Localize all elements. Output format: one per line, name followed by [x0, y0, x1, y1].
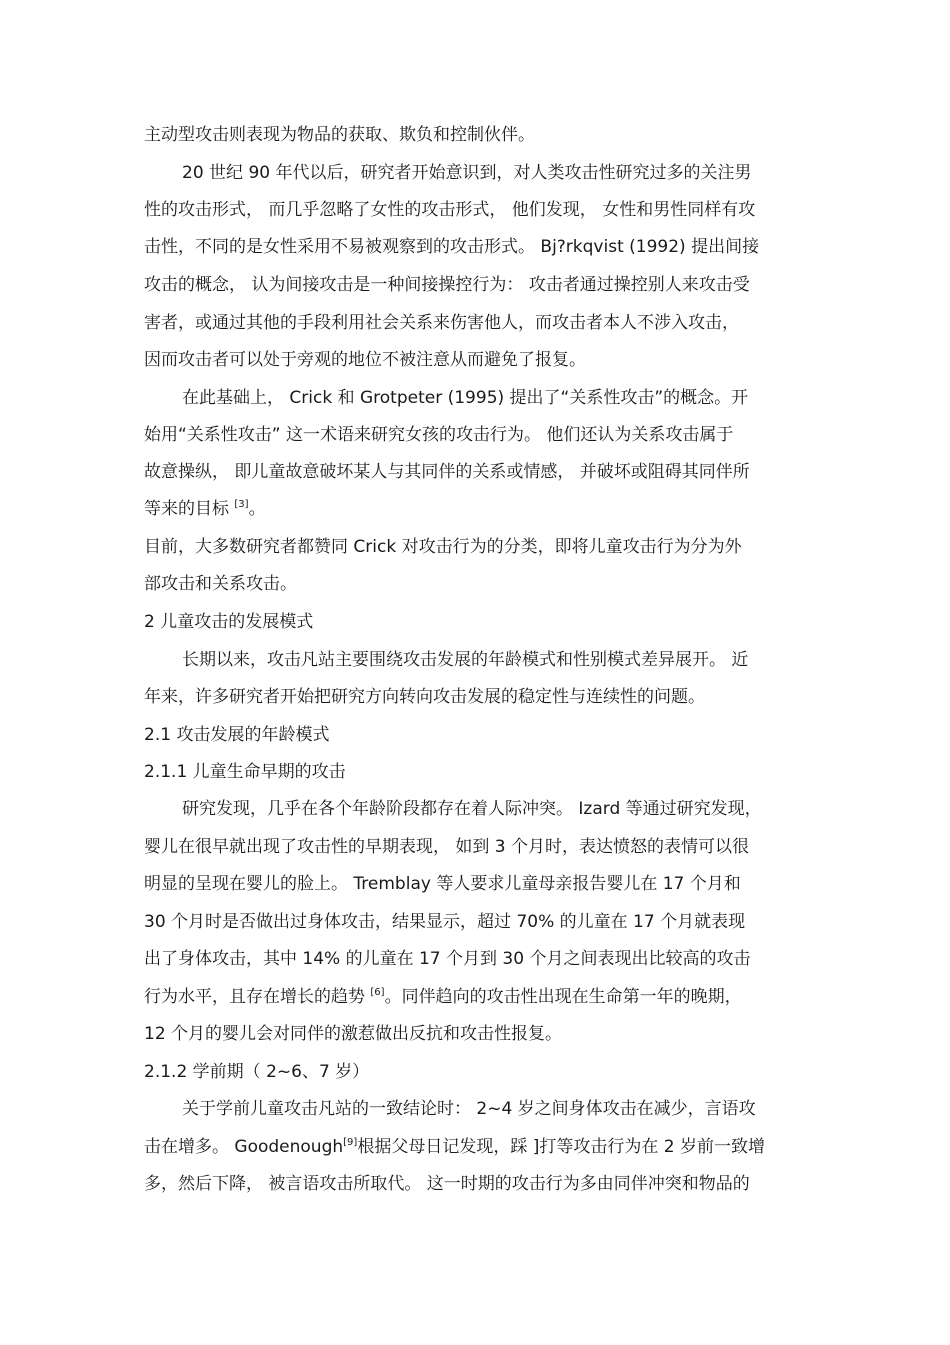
- paragraph-line: 20 世纪 90 年代以后，研究者开始意识到，对人类攻击性研究过多的关注男: [182, 163, 752, 183]
- paragraph-line: 12 个月的婴儿会对同伴的激惹做出反抗和攻击性报复。: [144, 1024, 563, 1044]
- paragraph-line: 击性，不同的是女性采用不易被观察到的攻击形式。 Bj?rkqvist (1992) 提出间接: [144, 237, 760, 257]
- line-text: 行为水平，且存在增长的趋势: [144, 987, 371, 1007]
- paragraph-line: [144, 987, 742, 1007]
- paragraph-line: 研究发现，几乎在各个年龄阶段都存在着人际冲突。 Izard 等通过研究发现，: [182, 799, 762, 819]
- paragraph-line: 年来，许多研究者开始把研究方向转向攻击发展的稳定性与连续性的问题。: [144, 687, 705, 707]
- line-text: 。同伴趋向的攻击性出现在生命第一年的晚期，: [384, 987, 742, 1007]
- section-heading: 2.1.1 儿童生命早期的攻击: [144, 762, 346, 782]
- citation-ref: [3]: [234, 499, 249, 510]
- paragraph-line: 主动型攻击则表现为物品的获取、欺负和控制伙伴。: [144, 125, 535, 145]
- paragraph-line: 在此基础上， Crick 和 Grotpeter (1995) 提出了“关系性攻击”的概念。开: [182, 388, 749, 408]
- line-text: 。: [248, 499, 266, 519]
- paragraph-line: 出了身体攻击，其中 14% 的儿童在 17 个月到 30 个月之间表现出比较高的攻击: [144, 949, 751, 969]
- paragraph-line: 长期以来，攻击凡站主要围绕攻击发展的年龄模式和性别模式差异展开。 近: [182, 650, 749, 670]
- section-heading: 2.1 攻击发展的年龄模式: [144, 725, 330, 745]
- line-text: 等来的目标: [144, 499, 235, 519]
- paragraph-line: 攻击的概念， 认为间接攻击是一种间接操控行为： 攻击者通过操控别人来攻击受: [144, 275, 750, 295]
- paragraph-line: 害者，或通过其他的手段利用社会关系来伤害他人，而攻击者本人不涉入攻击，: [144, 313, 739, 333]
- paragraph-line: 婴儿在很早就出现了攻击性的早期表现， 如到 3 个月时，表达愤怒的表情可以很: [144, 837, 750, 857]
- section-heading: 2 儿童攻击的发展模式: [144, 612, 314, 632]
- line-text: 根据父母日记发现，踩 ]打等攻击行为在 2 岁前一致增: [357, 1137, 765, 1157]
- paragraph-line: 始用“关系性攻击” 这一术语来研究女孩的攻击行为。 他们还认为关系攻击属于: [144, 425, 734, 445]
- paragraph-line: 故意操纵， 即儿童故意破坏某人与其同伴的关系或情感， 并破坏或阻碍其同伴所: [144, 462, 750, 482]
- paragraph-line: 30 个月时是否做出过身体攻击，结果显示，超过 70% 的儿童在 17 个月就表现: [144, 912, 746, 932]
- line-text: 击在增多。 Goodenough: [144, 1137, 344, 1157]
- citation-ref: [9]: [343, 1137, 358, 1148]
- paragraph-line: 明显的呈现在婴儿的脸上。 Tremblay 等人要求儿童母亲报告婴儿在 17 个月和: [144, 874, 741, 894]
- paragraph-line: [144, 499, 266, 519]
- paragraph-line: 关于学前儿童攻击凡站的一致结论时： 2~4 岁之间身体攻击在减少，言语攻: [182, 1099, 756, 1119]
- paragraph-line: 性的攻击形式， 而几乎忽略了女性的攻击形式， 他们发现， 女性和男性同样有攻: [144, 200, 756, 220]
- paragraph-line: 因而攻击者可以处于旁观的地位不被注意从而避免了报复。: [144, 350, 586, 370]
- citation-ref: [6]: [370, 987, 385, 998]
- paragraph-line: 多，然后下降， 被言语攻击所取代。 这一时期的攻击行为多由同伴冲突和物品的: [144, 1174, 750, 1194]
- paragraph-line: 目前，大多数研究者都赞同 Crick 对攻击行为的分类，即将儿童攻击行为分为外: [144, 537, 742, 557]
- paragraph-line: 部攻击和关系攻击。: [144, 574, 297, 594]
- section-heading: 2.1.2 学前期（ 2~6、7 岁）: [144, 1062, 370, 1082]
- paragraph-line: [144, 1137, 765, 1157]
